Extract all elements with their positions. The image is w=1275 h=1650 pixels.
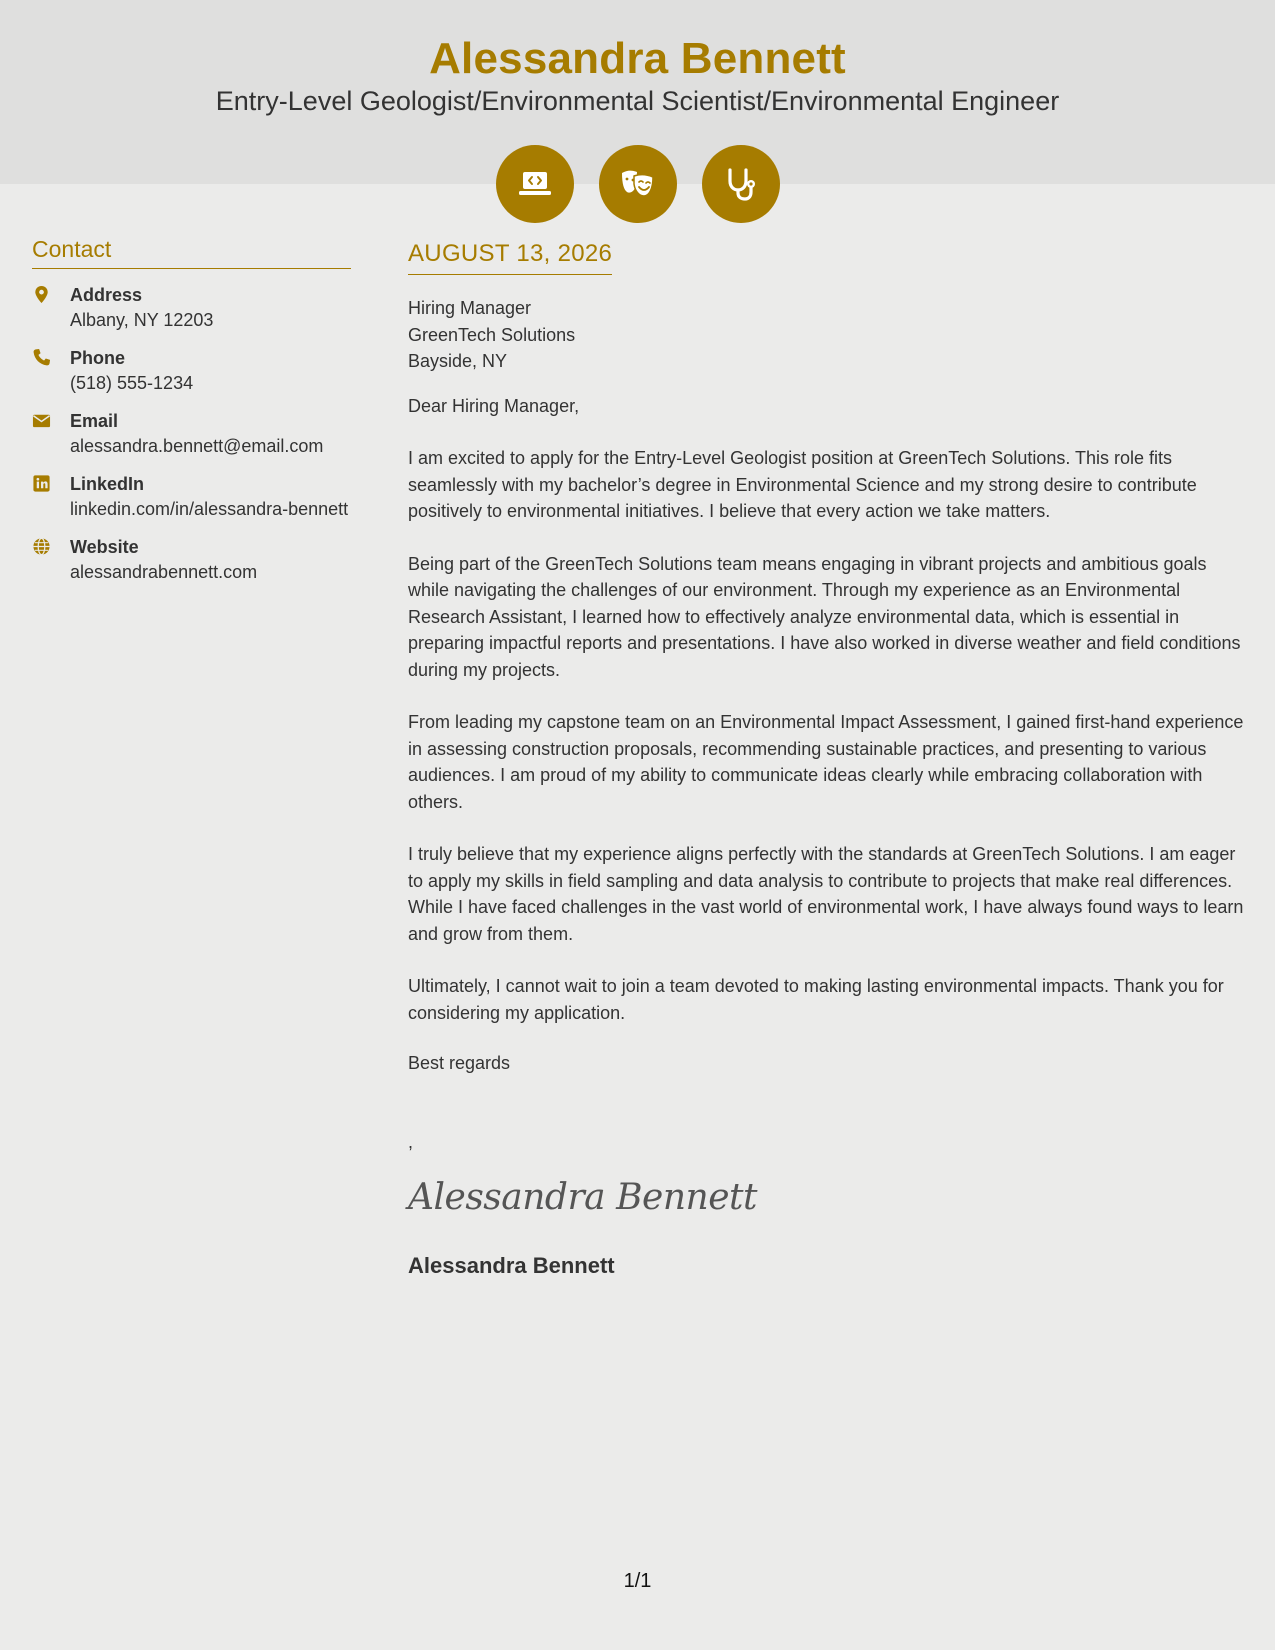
closing-comma: , — [408, 1131, 414, 1152]
linkedin-label: LinkedIn — [70, 474, 145, 494]
contact-phone — [32, 346, 351, 396]
map-pin-icon — [32, 283, 70, 333]
badge-row — [0, 145, 1275, 223]
globe-icon — [32, 535, 70, 585]
laptop-code-icon — [496, 145, 574, 223]
candidate-name: Alessandra Bennett — [429, 34, 846, 83]
phone-label: Phone — [70, 348, 126, 368]
paragraph: Being part of the GreenTech Solutions team means engaging in vibrant projects and ambitious goals while navigating the challenges of our environment. Through my experience as an Environmental Research Assistant, I learned how to effectively analyze environmental data, which is essential in preparing impactful reports and presentations. I have also worked in diverse weather and field conditions during my projects. — [408, 553, 1241, 680]
contact-heading: Contact — [32, 236, 351, 269]
recipient-block — [408, 295, 1248, 375]
paragraph: I am excited to apply for the Entry-Level Geologist position at GreenTech Solutions. This role fits seamlessly with my bachelor’s degree in Environmental Science and my strong desire to contribute positively to environmental initiatives. I believe that every action we take matters. — [408, 448, 1197, 521]
contact-email — [32, 409, 351, 459]
linkedin-value: linkedin.com/in/alessandra-bennett — [70, 499, 349, 519]
contact-website — [32, 535, 351, 585]
page-number: 1/1 — [623, 1570, 652, 1592]
closing: Best regards — [408, 1053, 511, 1073]
paragraph: I truly believe that my experience aligns perfectly with the standards at GreenTech Solutions. I am eager to apply my skills in field sampling and data analysis to contribute to projects that make real differences. While I have faced challenges in the vast world of environmental work, I have always found ways to learn and grow from them. — [408, 844, 1244, 944]
linkedin-icon — [32, 472, 70, 522]
signature-name: Alessandra Bennett — [408, 1253, 615, 1278]
handwritten-signature: Alessandra Bennett — [408, 1177, 757, 1218]
address-label: Address — [70, 285, 143, 305]
recipient-line: Hiring Manager — [408, 298, 532, 318]
paragraph: From leading my capstone team on an Environmental Impact Assessment, I gained first-hand experience in assessing construction proposals, recommending sustainable practices, and presenting to various audiences. I am proud of my ability to communicate ideas clearly while embracing collaboration with others. — [408, 712, 1244, 812]
salutation: Dear Hiring Manager, — [408, 395, 580, 416]
candidate-title: Entry-Level Geologist/Environmental Scientist/Environmental Engineer — [215, 86, 1060, 116]
letter-date: AUGUST 13, 2026 — [408, 240, 612, 275]
letter-body — [408, 240, 1248, 1279]
paragraph: Ultimately, I cannot wait to join a team devoted to making lasting environmental impacts. Thank you for considering my application. — [408, 976, 1224, 1023]
website-label: Website — [70, 537, 139, 557]
phone-icon — [32, 346, 70, 396]
recipient-line: GreenTech Solutions — [408, 324, 576, 345]
envelope-icon — [32, 409, 70, 459]
address-value: Albany, NY 12203 — [70, 310, 214, 330]
contact-sidebar — [32, 236, 351, 598]
email-label: Email — [70, 411, 119, 431]
contact-linkedin — [32, 472, 351, 522]
phone-value: (518) 555-1234 — [70, 373, 194, 393]
website-value: alessandrabennett.com — [70, 562, 258, 582]
email-value: alessandra.bennett@email.com — [70, 436, 324, 456]
theater-masks-icon — [599, 145, 677, 223]
contact-address — [32, 283, 351, 333]
stethoscope-icon — [702, 145, 780, 223]
recipient-line: Bayside, NY — [408, 351, 508, 371]
